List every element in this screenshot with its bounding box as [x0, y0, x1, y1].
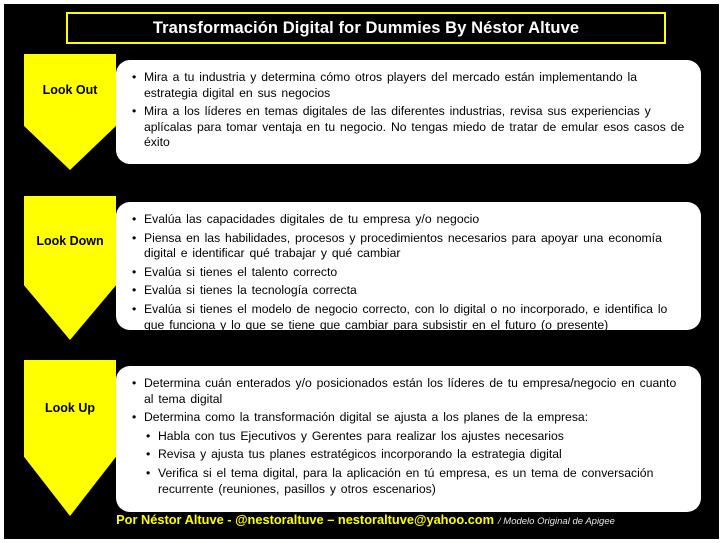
section-look-out	[4, 54, 723, 170]
arrow-look-down	[24, 196, 116, 340]
bullet-list-look-down	[130, 212, 687, 333]
footer-credit: Por Néstor Altuve - @nestoraltuve – nestoraltuve@yahoo.com	[116, 512, 495, 527]
bullet-list-look-out	[130, 70, 687, 151]
arrow-label-look-up: Look Up	[45, 401, 95, 416]
content-card-look-up	[116, 366, 701, 512]
list-item: • Mira a los líderes en temas digitales de las diferentes industrias, revisa sus experiencias y aplícalas para tomar ventaja en tu negocio. No tengas miedo de tratar de emular esos casos de éxito	[130, 104, 687, 151]
list-item: • Evalúa las capacidades digitales de tu empresa y/o negocio	[130, 212, 687, 228]
arrow-label-look-down: Look Down	[36, 233, 104, 248]
list-item: • Evalúa si tienes el modelo de negocio correcto, con lo digital o no incorporado, e identifica lo que funciona y lo que se tiene que cambiar para subsistir en el futuro (o presente)	[130, 302, 687, 333]
section-look-down	[4, 196, 723, 340]
footer	[4, 511, 723, 529]
list-item: • Piensa en las habilidades, procesos y procedimientos necesarios para apoyar una economía digital e identificar qué trabajar y qué cambiar	[130, 231, 687, 262]
list-item: • Verifica si el tema digital, para la aplicación en tú empresa, es un tema de conversación recurrente (reuniones, pasillos y otros escenarios)	[130, 466, 687, 497]
list-item: • Determina como la transformación digital se ajusta a los planes de la empresa:	[130, 410, 687, 426]
arrow-look-up	[24, 360, 116, 516]
arrow-look-out	[24, 54, 116, 170]
section-look-up	[4, 360, 723, 516]
list-item: • Mira a tu industria y determina cómo otros players del mercado están implementando la estrategia digital en sus negocios	[130, 70, 687, 101]
page-title: Transformación Digital for Dummies By Néstor Altuve	[152, 18, 580, 37]
list-item: • Revisa y ajusta tus planes estratégicos incorporando la estrategia digital	[130, 447, 687, 463]
bullet-list-look-up	[130, 376, 687, 497]
arrow-label-look-out: Look Out	[42, 82, 98, 97]
list-item: • Habla con tus Ejecutivos y Gerentes para realizar los ajustes necesarios	[130, 429, 687, 445]
content-card-look-out	[116, 60, 701, 164]
footer-source: / Modelo Original de Apigee	[498, 516, 615, 527]
list-item: • Determina cuán enterados y/o posicionados están los líderes de tu empresa/negocio en cuanto al tema digital	[130, 376, 687, 407]
list-item: • Evalúa si tienes la tecnología correcta	[130, 283, 687, 299]
title-banner	[66, 12, 666, 44]
list-item: • Evalúa si tienes el talento correcto	[130, 265, 687, 281]
content-card-look-down	[116, 202, 701, 330]
